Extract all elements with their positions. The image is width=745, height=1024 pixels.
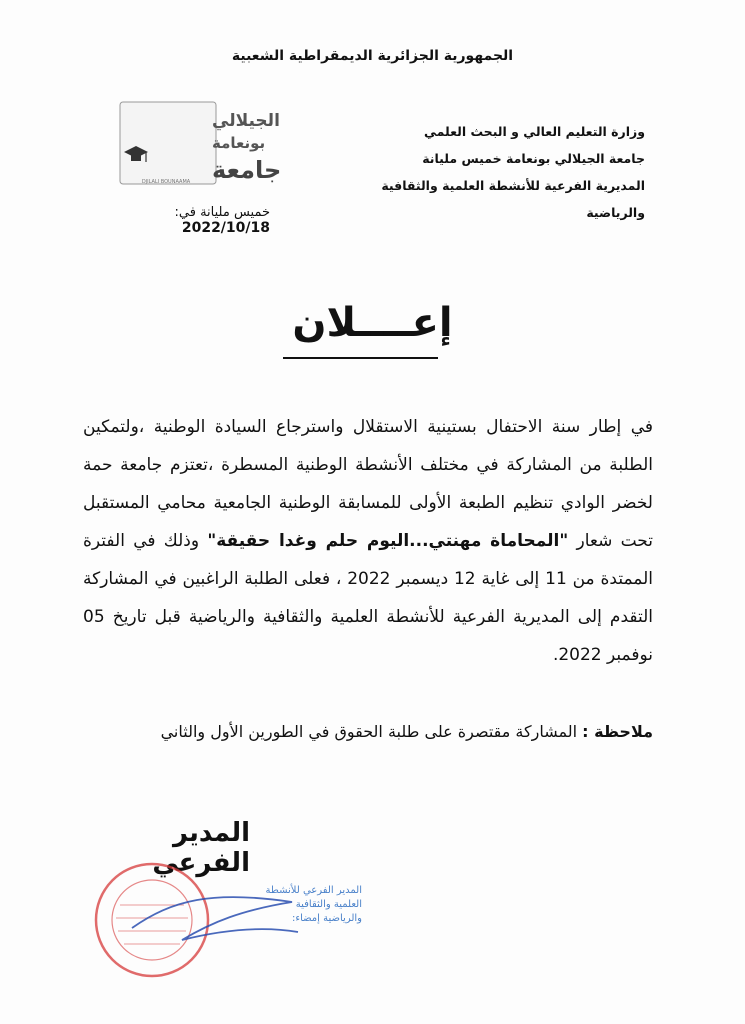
note-text: المشاركة مقتصرة على طلبة الحقوق في الطورين الأول والثاني [160, 722, 578, 741]
note-label: ملاحظة : [582, 722, 653, 741]
body-paragraph: في إطار سنة الاحتفال بستينية الاستقلال واسترجاع السيادة الوطنية ،ولتمكين الطلبة من المشاركة في مختلف الأنشطة الوطنية المسطرة ،تعتزم جامعة حمة لخضر الوادي تنظيم الطبعة الأولى للمسابقة الوطنية الجامعية محامي المستقبل تحت شعار [83, 417, 653, 551]
date-label: خميس مليانة في: [174, 205, 270, 220]
announcement-title: إعــــلان [292, 300, 453, 346]
title-underline [283, 357, 438, 359]
logo-latin-text: DJILALI BOUNAAMA [141, 179, 191, 185]
signer-title: المدير الفرعي [152, 818, 250, 878]
university-logo [112, 100, 282, 186]
body-paragraph-end: وذلك في الفترة الممتدة من 11 إلى غاية 12 ديسمبر 2022 ، فعلى الطلبة الراغبين في المشاركة التقدم إلى المديرية الفرعية للأنشطة العلمية والثقافية والرياضية قبل تاريخ 05 نوفمبر 2022. [83, 531, 654, 665]
country-heading: الجمهورية الجزائرية الديمقراطية الشعبية [231, 48, 514, 64]
institution-header [345, 118, 645, 226]
date-value: 2022/10/18 [181, 220, 270, 236]
announcement-body [83, 408, 653, 674]
university-line: جامعة الجيلالي بونعامة خميس مليانة [422, 151, 645, 166]
logo-text-mid: بونعامة [212, 134, 266, 152]
logo-text-top: الجيلالي [212, 111, 280, 131]
logo-text-bottom: جامعة [212, 156, 282, 184]
ministry-line: وزارة التعليم العالي و البحث العلمي [423, 124, 645, 139]
stamp-caption: المدير الفرعي للأنشطة العلمية والثقافية والرياضية إمضاء: [265, 885, 362, 924]
date-line [90, 205, 270, 236]
slogan: "المحاماة مهنتي...اليوم حلم وغدا حقيقة" [207, 531, 569, 551]
note [83, 722, 653, 741]
directorate-line: المديرية الفرعية للأنشطة العلمية والثقافية والرياضية [381, 178, 645, 220]
